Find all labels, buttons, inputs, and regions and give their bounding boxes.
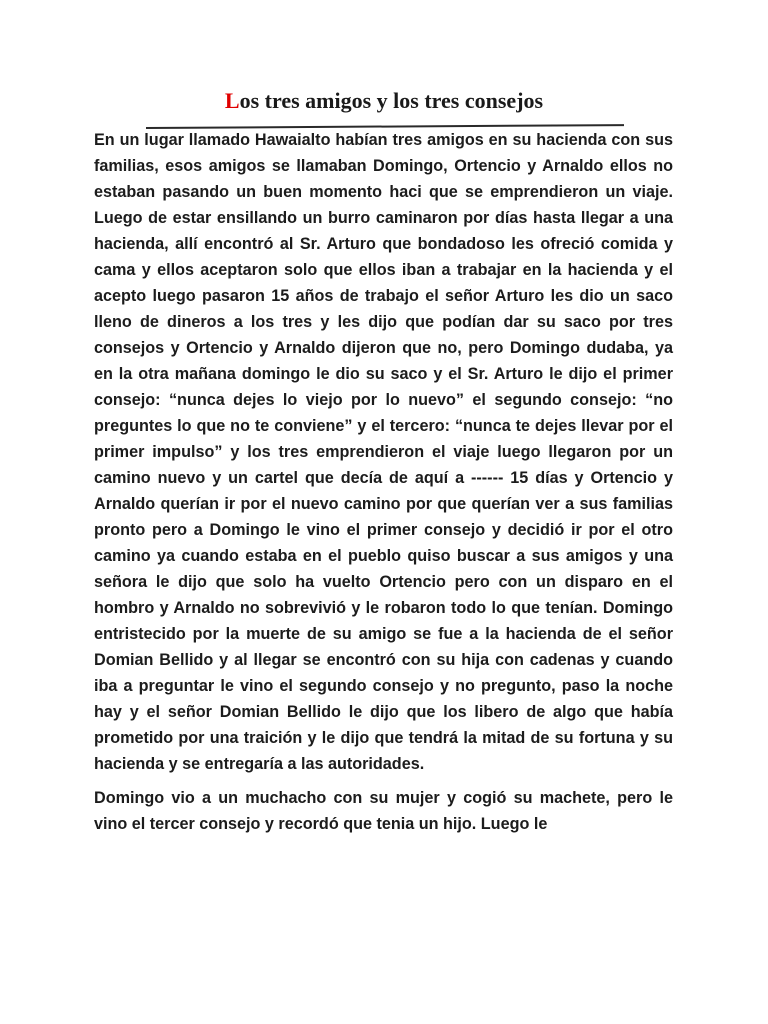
document-body [94,127,673,845]
document-title [0,86,768,116]
paragraph-2: Domingo vio a un muchacho con su mujer y cogió su machete, pero le vino el tercer consejo y recordó que tenia un hijo. Luego le [94,789,673,833]
title-text: os tres amigos y los tres consejos [239,88,544,113]
paragraph-1: En un lugar llamado Hawaialto habían tres amigos en su hacienda con sus familias, esos amigos se llamaban Domingo, Ortencio y Arnaldo ellos no estaban pasando un buen momento haci que se emprendieron un viaje. Luego de estar ensillando un burro caminaron por días hasta llegar a una hacienda, allí encontró al Sr. Arturo que bondadoso les ofreció comida y cama y ellos aceptaron solo que ellos iban a trabajar en la hacienda y el acepto luego pasaron 15 años de trabajo el señor Arturo les dio un saco lleno de dineros a los tres y les dijo que podían dar su saco por tres consejos y Ortencio y Arnaldo dijeron que no, pero Domingo dudaba, ya en la otra mañana domingo le dio su saco y el Sr. Arturo le dijo el primer consejo: “nunca dejes lo viejo por lo nuevo” el segundo consejo: “no preguntes lo que no te conviene” y el tercero: “nunca te dejes llevar por el primer impulso” y los tres emprendieron el viaje luego llegaron por un camino nuevo y un cartel que decía de aquí a ------ 15 días y Ortencio y Arnaldo querían ir por el nuevo camino por que querían ver a sus familias pronto pero a Domingo le vino el primer consejo y decidió ir por el otro camino ya cuando estaba en el pueblo quiso buscar a sus amigos y una señora le dijo que solo ha vuelto Ortencio pero con un disparo en el hombro y Arnaldo no sobrevivió y le robaron todo lo que tenían. Domingo entristecido por la muerte de su amigo se fue a la hacienda de el señor Domian Bellido y al llegar se encontró con su hija con cadenas y cuando iba a preguntar le vino el segundo consejo y no pregunto, paso la noche hay y el señor Domian Bellido le dijo que los libero de algo que había prometido por una traición y le dijo que tendrá la mitad de su fortuna y su hacienda y se entregaría a las autoridades. [94,131,673,773]
title-initial-letter: L [224,88,240,113]
